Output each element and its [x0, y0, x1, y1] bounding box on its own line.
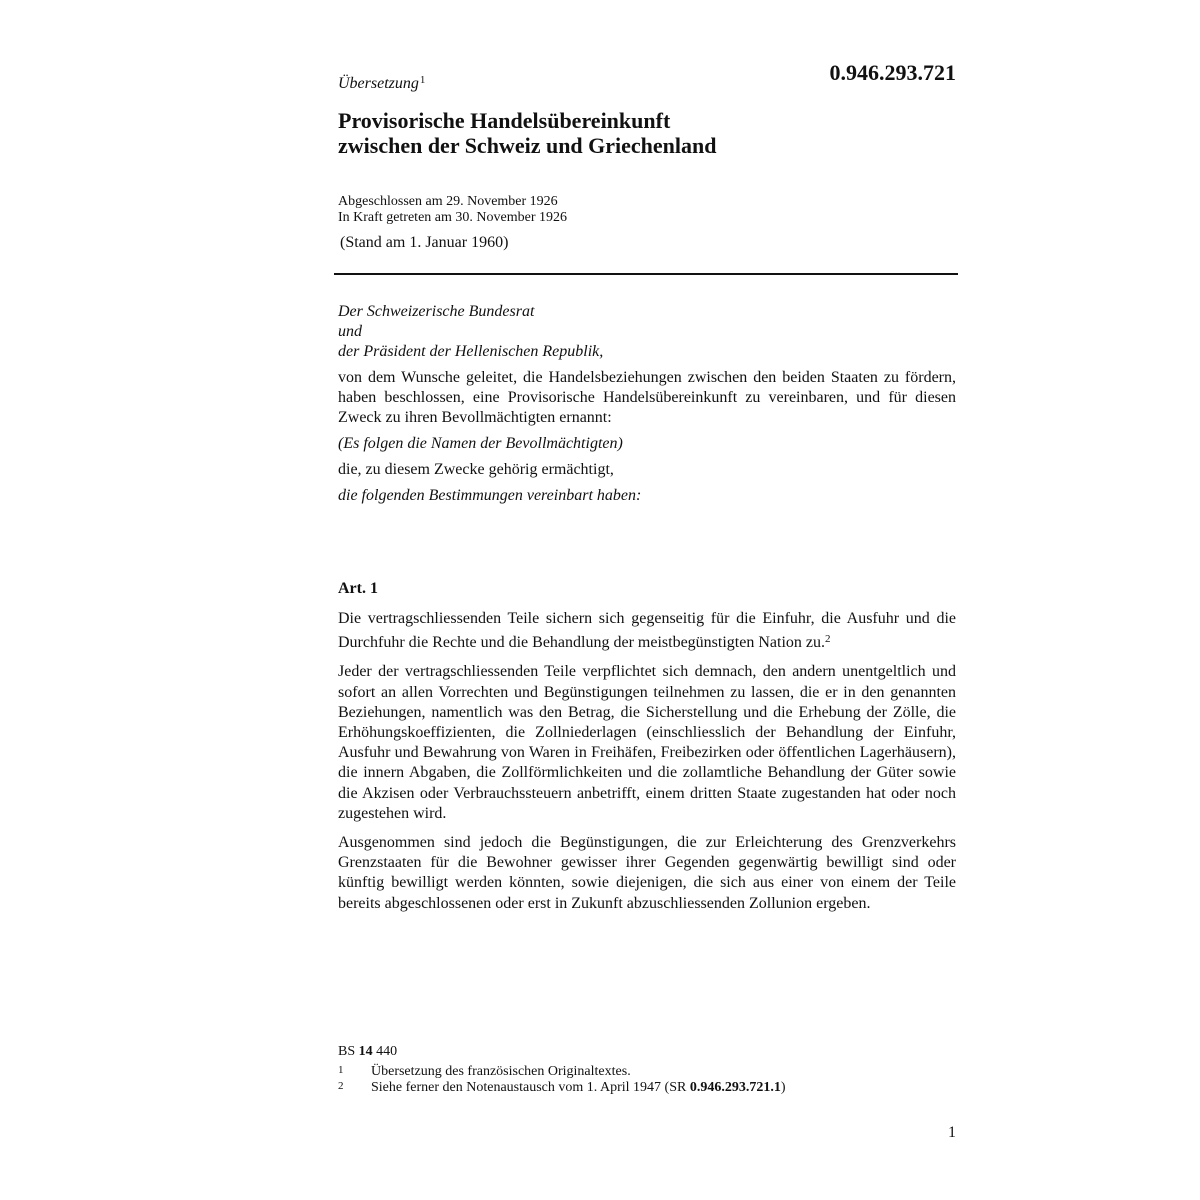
- title-line-2: zwischen der Schweiz und Griechenland: [338, 133, 717, 158]
- footnote-2-suffix: ): [780, 1080, 786, 1095]
- footnote-2-text: Siehe ferner den Notenaustausch vom 1. April 1947 (SR: [371, 1080, 690, 1095]
- title-line-1: Provisorische Handelsübereinkunft: [338, 108, 671, 133]
- preamble-party-2: der Präsident der Hellenischen Republik,: [338, 343, 604, 360]
- document-title: [338, 108, 958, 158]
- footnote-number: 1: [338, 1064, 344, 1076]
- footnote-1: [338, 1064, 958, 1080]
- article-1-para-1: [338, 609, 956, 653]
- in-force-date: In Kraft getreten am 30. November 1926: [338, 210, 567, 225]
- translation-text: Übersetzung: [338, 75, 419, 92]
- footnote-2: [338, 1080, 958, 1096]
- date-block: [338, 194, 958, 226]
- footnote-number: 2: [338, 1080, 344, 1092]
- preamble-and: und: [338, 323, 362, 340]
- preamble: [338, 302, 956, 506]
- article-1-para-3: Ausgenommen sind jedoch die Begünstigungen, die zur Erleichterung des Grenzverkehrs Grenzstaaten für die Bewohner gewisser ihrer Gegenden gegenwärtig bewilligt sind oder künftig bewilligt werden könnten, sowie diejenigen, die sich aus einer von einem der Teile bereits abgeschlossenen oder erst in Zukunft abzuschliessenden Zollunion ergeben.: [338, 834, 956, 912]
- preamble-authorized: die, zu diesem Zwecke gehörig ermächtigt,: [338, 461, 614, 478]
- status-date: (Stand am 1. Januar 1960): [340, 234, 509, 251]
- footnote-ref-2[interactable]: 2: [824, 633, 831, 646]
- bs-reference: [338, 1044, 397, 1060]
- footnote-text: Übersetzung des französischen Originaltextes.: [371, 1064, 631, 1079]
- sr-number: 0.946.293.721: [829, 60, 956, 85]
- preamble-agreed: die folgenden Bestimmungen vereinbart haben:: [338, 487, 642, 504]
- page-number: 1: [948, 1124, 956, 1141]
- bs-volume: 14: [358, 1044, 373, 1059]
- article-1-para-1-text: Die vertragschliessenden Teile sichern sich gegenseitig für die Einfuhr, die Ausfuhr und die Durchfuhr die Rechte und die Behandlung der meistbegünstigten Nation zu.: [338, 610, 956, 652]
- footnote-ref-1[interactable]: 1: [419, 74, 426, 86]
- sr-link[interactable]: 0.946.293.721.1: [689, 1080, 781, 1095]
- footnote-text: [371, 1080, 786, 1096]
- preamble-names-note: (Es folgen die Namen der Bevollmächtigten): [338, 435, 623, 452]
- footnotes: [338, 1064, 958, 1096]
- article-1-heading: Art. 1: [338, 580, 378, 597]
- article-1-para-2: Jeder der vertragschliessenden Teile verpflichtet sich demnach, den andern unentgeltlich und sofort an allen Vorrechten und Begünstigungen teilnehmen zu lassen, die er in den genannten Beziehungen, namentlich was den Betrag, die Sicherstellung und die Erhebung der Zölle, die Erhöhungskoeffizienten, die Zollniederlagen (einschliesslich der Behandlung der Einfuhr, Ausfuhr und Bewahrung von Waren in Freihäfen, Freibezirken oder öffentlichen Lagerhäusern), die innern Abgaben, die Zollförmlichkeiten und die zollamtliche Behandlung der Güter sowie die Akzisen oder Verbrauchssteuern anbetrifft, einem dritten Staate zugestanden hat oder noch zugestehen wird.: [338, 663, 956, 822]
- header-divider: [334, 273, 958, 275]
- preamble-text: von dem Wunsche geleitet, die Handelsbeziehungen zwischen den beiden Staaten zu fördern, haben beschlossen, eine Provisorische Handelsübereinkunft zu vereinbaren, und für diesen Zweck zu ihren Bevollmächtigten ernannt:: [338, 369, 956, 426]
- concluded-date: Abgeschlossen am 29. November 1926: [338, 194, 558, 209]
- article-1-body: [338, 609, 956, 923]
- bs-prefix: BS: [338, 1044, 356, 1059]
- preamble-party-1: Der Schweizerische Bundesrat: [338, 303, 535, 320]
- bs-page: 440: [376, 1044, 398, 1059]
- translation-label: [338, 74, 425, 93]
